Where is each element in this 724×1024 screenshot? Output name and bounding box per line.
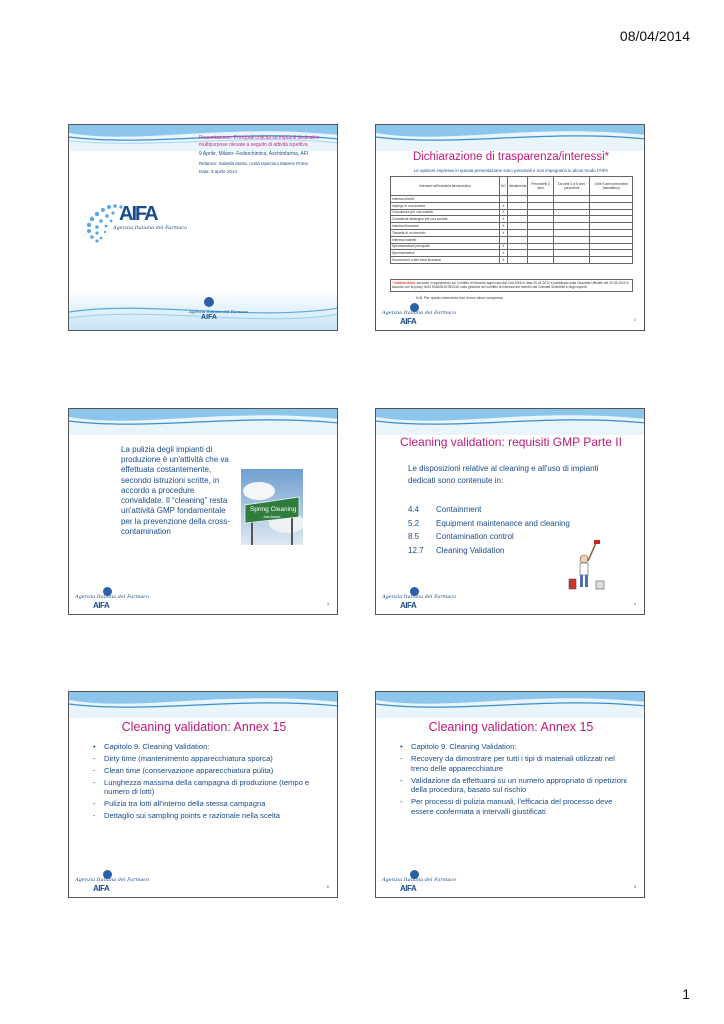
spring-cleaning-sign-image (241, 469, 303, 545)
gmp-sections-list (408, 503, 570, 557)
cleaning-paragraph: La pulizia degli impianti di produzione è un'attività che va effettuata costantemente, secondo istruzioni scritte, in accordo a procedure convalidate. Il “cleaning” resta un'attività GMP fondamentale per la prevenzione della cross-contamination (121, 445, 230, 536)
slide-title: Cleaning validation: Annex 15 (428, 720, 594, 734)
row-no (499, 196, 507, 203)
page-number: 1 (682, 986, 690, 1002)
footer-agency-script: Agenzia Italiana del Farmaco (382, 594, 457, 600)
list-marker: - (400, 753, 403, 763)
footer-center-logo (189, 297, 249, 327)
table-row (391, 202, 633, 209)
header-wave (376, 125, 645, 151)
row-label: Sperimentatore principale (391, 243, 500, 250)
footer-aifa: AIFA (400, 884, 417, 893)
presentation-title: Presentazione: Principali criticità su impianti dedicati e multipurpose rilevate a seguito di attività ispettiva (199, 135, 320, 148)
table-header: Precedenti 2 anni (528, 177, 553, 196)
row-no: X (499, 243, 507, 250)
list-marker: • (400, 742, 403, 751)
list-text: Validazione da effettuarsi su un numero appropriato di ripetizioni della procedura, basato sul rischio (411, 775, 627, 795)
sign-line-1: Spring Cleaning (250, 506, 297, 513)
footer-agency-script: Agenzia Italiana del Farmaco (382, 310, 457, 316)
slide-number: 4 (633, 601, 636, 606)
list-item (400, 797, 630, 817)
slide-4-gmp-requirements (375, 408, 645, 615)
table-row (391, 257, 633, 264)
list-text: Dettaglio sui sampling points e razionale nella scelta (104, 811, 281, 821)
list-text: Lunghezza massima della campagna di produzione (tempo e numero di lotti) (104, 777, 310, 797)
list-item (93, 766, 323, 776)
slide-title: Cleaning validation: Annex 15 (121, 720, 287, 734)
list-marker: - (93, 765, 96, 775)
agency-script: Agenzia Italiana del Farmaco (113, 225, 188, 231)
slide-title: Dichiarazione di trasparenza/interessi* (412, 151, 610, 163)
item-number: 5.2 (408, 518, 420, 528)
list-item (93, 799, 323, 809)
footer-agency-script: Agenzia Italiana del Farmaco (382, 877, 457, 883)
list-marker: - (93, 753, 96, 763)
row-no: X (499, 250, 507, 257)
list-item (93, 811, 323, 821)
page-date: 08/04/2014 (619, 28, 690, 44)
header-wave (376, 409, 645, 435)
row-no: X (499, 202, 507, 209)
list-item (408, 503, 570, 517)
row-label: Consulenza per una società (391, 209, 500, 216)
nb-note: N.B. Per questo intervento non ricevo alcun compenso (416, 296, 503, 300)
footer-logo (75, 869, 175, 893)
table-row (391, 250, 633, 257)
list-item (93, 754, 323, 764)
table-row (391, 216, 633, 223)
row-no: X (499, 209, 507, 216)
table-row (391, 223, 633, 230)
list-marker: - (400, 797, 403, 807)
footer-aifa: AIFA (93, 601, 110, 610)
list-marker: • (93, 742, 96, 751)
row-no (499, 236, 507, 243)
slide-number: 3 (326, 601, 329, 606)
sign-line-2: Just Ahead (263, 515, 281, 519)
table-header: NO (499, 177, 507, 196)
table-header-row (391, 177, 633, 196)
republic-emblem-icon (204, 297, 214, 307)
table-header: Da oltre 2 a 5 anni precedenti (553, 177, 590, 196)
slide-1-title (68, 124, 338, 331)
list-item (400, 754, 630, 774)
item-number: 4.4 (408, 505, 420, 514)
list-item (408, 517, 570, 531)
list-item (93, 778, 323, 798)
list-text: Clean time (conservazione apparecchiatura pulita) (104, 765, 274, 775)
row-label: Consulente strategico per una società (391, 216, 500, 223)
footer-logo (382, 869, 482, 893)
list-text: Dirty time (mantenimento apparecchiatura sporca) (104, 753, 273, 763)
list-text: Pulizia tra lotti all'interno della stessa campagna (104, 799, 266, 809)
slide-5-annex15 (68, 691, 338, 898)
intro-block (199, 135, 331, 175)
header-wave (69, 409, 338, 435)
footer-agency-script: Agenzia Italiana del Farmaco (75, 877, 150, 883)
header-wave (69, 692, 338, 718)
slide-3-cleaning-intro (68, 408, 338, 615)
list-text: Capitolo 9. Cleaning Validation: (104, 742, 210, 751)
footer-aifa: AIFA (400, 601, 417, 610)
table-header: Interessi nell'industria farmaceutica (391, 177, 500, 196)
footer-aifa: AIFA (400, 317, 417, 326)
footer-agency-script: Agenzia Italiana del Farmaco (75, 594, 150, 600)
footer-logo (382, 586, 482, 610)
list-text: Per processi di pulizia manuali, l'efficacia del processo deve essere confermata a intervalli giustificati (411, 797, 613, 817)
list-marker: - (93, 777, 96, 787)
regulation-note (390, 279, 633, 292)
table-header: Oltre 5 anni precedenti (facoltativo) (590, 177, 633, 196)
table-row (391, 196, 633, 203)
interests-table (390, 176, 633, 264)
note-mark: * Isabella Marta, (392, 281, 416, 285)
item-number: 8.5 (408, 532, 420, 542)
slide-number: 6 (633, 884, 636, 889)
list-item (408, 530, 570, 544)
date-line: Data: 9 aprile 2014 (199, 169, 238, 175)
slide-2-transparency (375, 124, 645, 331)
table-row (391, 243, 633, 250)
table-header: Attualmente (507, 177, 528, 196)
list-marker: - (93, 811, 96, 821)
lead-text: Le disposizioni relative al cleaning e all'uso di impianti dedicati sono contenute in: (408, 464, 599, 485)
item-label: Contamination control (436, 532, 514, 542)
list-text: Recovery da dimostrare per tutti i tipi di materiali utilizzati nel treno delle apparecchiature (411, 753, 615, 773)
slide-number: 5 (326, 884, 329, 889)
item-label: Cleaning Validation (436, 545, 505, 555)
list-item (408, 544, 570, 558)
footer-agency-script: Agenzia Italiana del Farmaco (189, 309, 249, 314)
note-text: secondo il regolamento sul Conflitto di Interessi approvato dal CdA AIFA in data 26.01.2012 e pubblicato sulla Gazzetta Ufficiale del 20.03.2012 in accordo con la policy 0044 EMA/513078/2010 sulla gestione del conflitto di interessi dei membri dei Comitati Scientifici e degli esperti. (392, 281, 630, 290)
row-label: Interessi indiretti: (391, 236, 500, 243)
list-item (400, 776, 630, 796)
row-label: Interessi diretti: (391, 196, 500, 203)
footer-logo (382, 302, 482, 326)
table-row (391, 209, 633, 216)
row-label: Interessi finanziari (391, 223, 500, 230)
row-no: X (499, 229, 507, 236)
list-marker: - (400, 775, 403, 785)
list-marker: - (93, 799, 96, 809)
table-row (391, 236, 633, 243)
aifa-logo-text: AIFA (119, 203, 157, 225)
annex15-list (400, 742, 630, 819)
slide-number: 2 (633, 317, 636, 322)
list-item (93, 742, 323, 752)
row-label: Titolarità di un brevetto (391, 229, 500, 236)
footer-logo (75, 586, 175, 610)
row-label: Sperimentatore (391, 250, 500, 257)
row-label: Impiego in una società (391, 202, 500, 209)
event-line: 9 Aprile, Milano- Federchimica, Aschimfarma, AFI (199, 151, 309, 157)
slide-6-annex15 (375, 691, 645, 898)
slide-title: Cleaning validation: requisiti GMP Parte II (400, 435, 622, 449)
row-no: X (499, 223, 507, 230)
table-row (391, 229, 633, 236)
annex15-list (93, 742, 323, 823)
row-no: X (499, 257, 507, 264)
row-no: X (499, 216, 507, 223)
item-number: 12.7 (408, 545, 424, 555)
speaker-line: Relatore: Isabella Marta, Unità Ispezioni Materie Prime (199, 160, 309, 166)
footer-aifa: AIFA (93, 884, 110, 893)
row-label: Sovvenzioni o altri fondi finanziari (391, 257, 500, 264)
list-text: Capitolo 9. Cleaning Validation: (411, 742, 517, 751)
painter-clipart-icon (566, 539, 614, 594)
footer-aifa: AIFA (201, 314, 217, 321)
item-label: Equipment maintenance and cleaning (436, 518, 570, 528)
header-wave (376, 692, 645, 718)
item-label: Containment (436, 505, 482, 514)
slide-subtitle: Le opinioni espresse in questa presentazione sono personali e non impegnano in alcun modo l'AIFA (413, 168, 609, 173)
list-item (400, 742, 630, 752)
